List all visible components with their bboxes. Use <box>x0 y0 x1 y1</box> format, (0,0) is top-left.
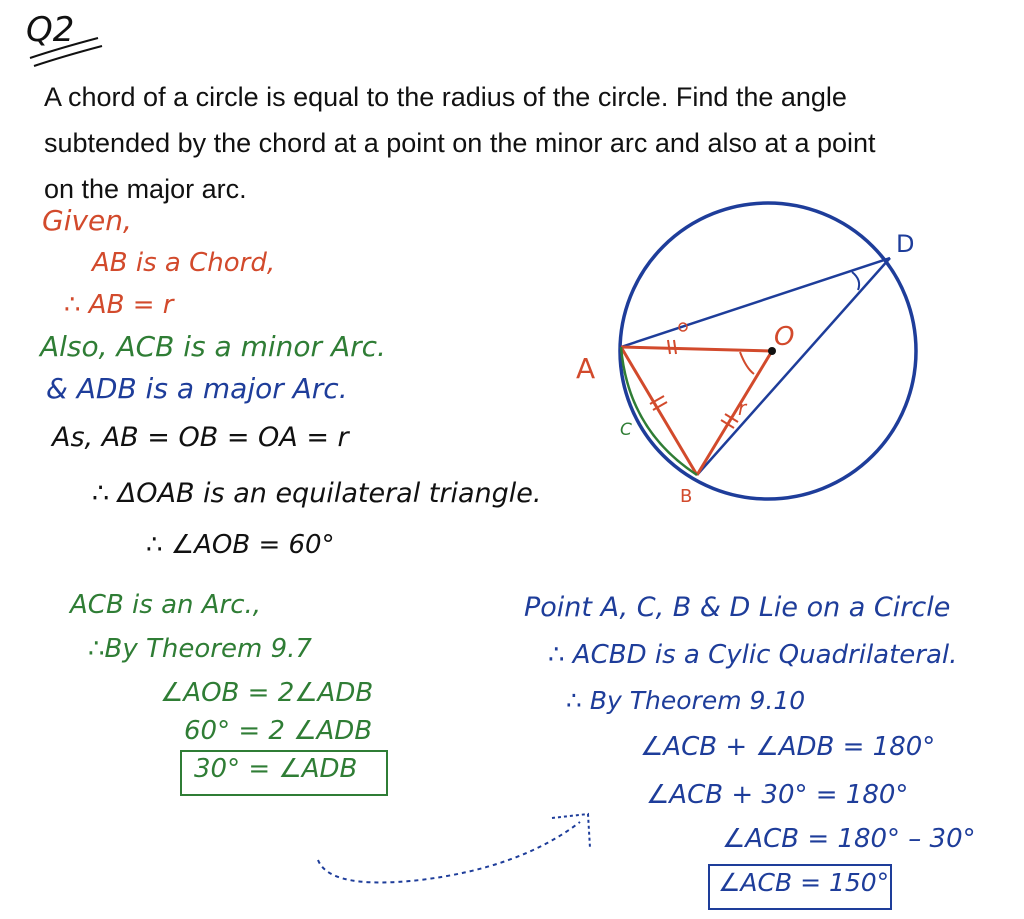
problem-line: subtended by the chord at a point on the minor arc and also at a point <box>44 128 876 158</box>
problem-line: A chord of a circle is equal to the radius of the circle. Find the angle <box>44 82 847 112</box>
problem-line: on the major arc. <box>44 174 247 204</box>
step-line: ∴ ΔOAB is an equilateral triangle. <box>92 478 542 509</box>
right-solution-line: ∴ By Theorem 9.10 <box>566 686 806 715</box>
label-C: C <box>620 420 632 440</box>
right-solution-line: ∠ACB + ∠ADB = 180° <box>640 732 936 762</box>
given-line: Also, ACB is a minor Arc. <box>40 330 386 363</box>
left-solution-line: ACB is an Arc., <box>70 590 262 620</box>
given-line: ∴ AB = r <box>64 290 174 320</box>
radius-OB <box>697 351 772 475</box>
angle-O-mark <box>740 352 754 374</box>
left-solution-line: 60° = 2 ∠ADB <box>184 716 373 746</box>
step-line: As, AB = OB = OA = r <box>52 422 349 453</box>
right-solution-line: ∠ACB = 180° – 30° <box>722 824 976 854</box>
label-B: B <box>680 486 693 507</box>
question-label: Q2 <box>26 10 75 50</box>
right-solution-line: Point A, C, B & D Lie on a Circle <box>524 592 951 623</box>
right-solution-line: ∠ACB + 30° = 180° <box>646 780 909 810</box>
left-solution-line: ∴By Theorem 9.7 <box>88 634 312 664</box>
step-line: ∴ ∠AOB = 60° <box>146 530 335 560</box>
label-D: D <box>896 230 915 258</box>
left-solution-line: ∠AOB = 2∠ADB <box>160 678 374 708</box>
given-heading: Given, <box>42 204 132 237</box>
angle-D-mark <box>852 272 859 290</box>
left-answer: 30° = ∠ADB <box>194 754 358 784</box>
right-solution-line: ∴ ACBD is a Cylic Quadrilateral. <box>548 640 958 670</box>
label-r: r <box>738 396 747 420</box>
label-A: A <box>576 352 596 385</box>
radius-OA <box>621 347 772 351</box>
label-O: O <box>774 322 795 352</box>
given-line: AB is a Chord, <box>92 248 276 278</box>
right-answer: ∠ACB = 150° <box>718 868 890 897</box>
given-line: & ADB is a major Arc. <box>46 372 348 405</box>
